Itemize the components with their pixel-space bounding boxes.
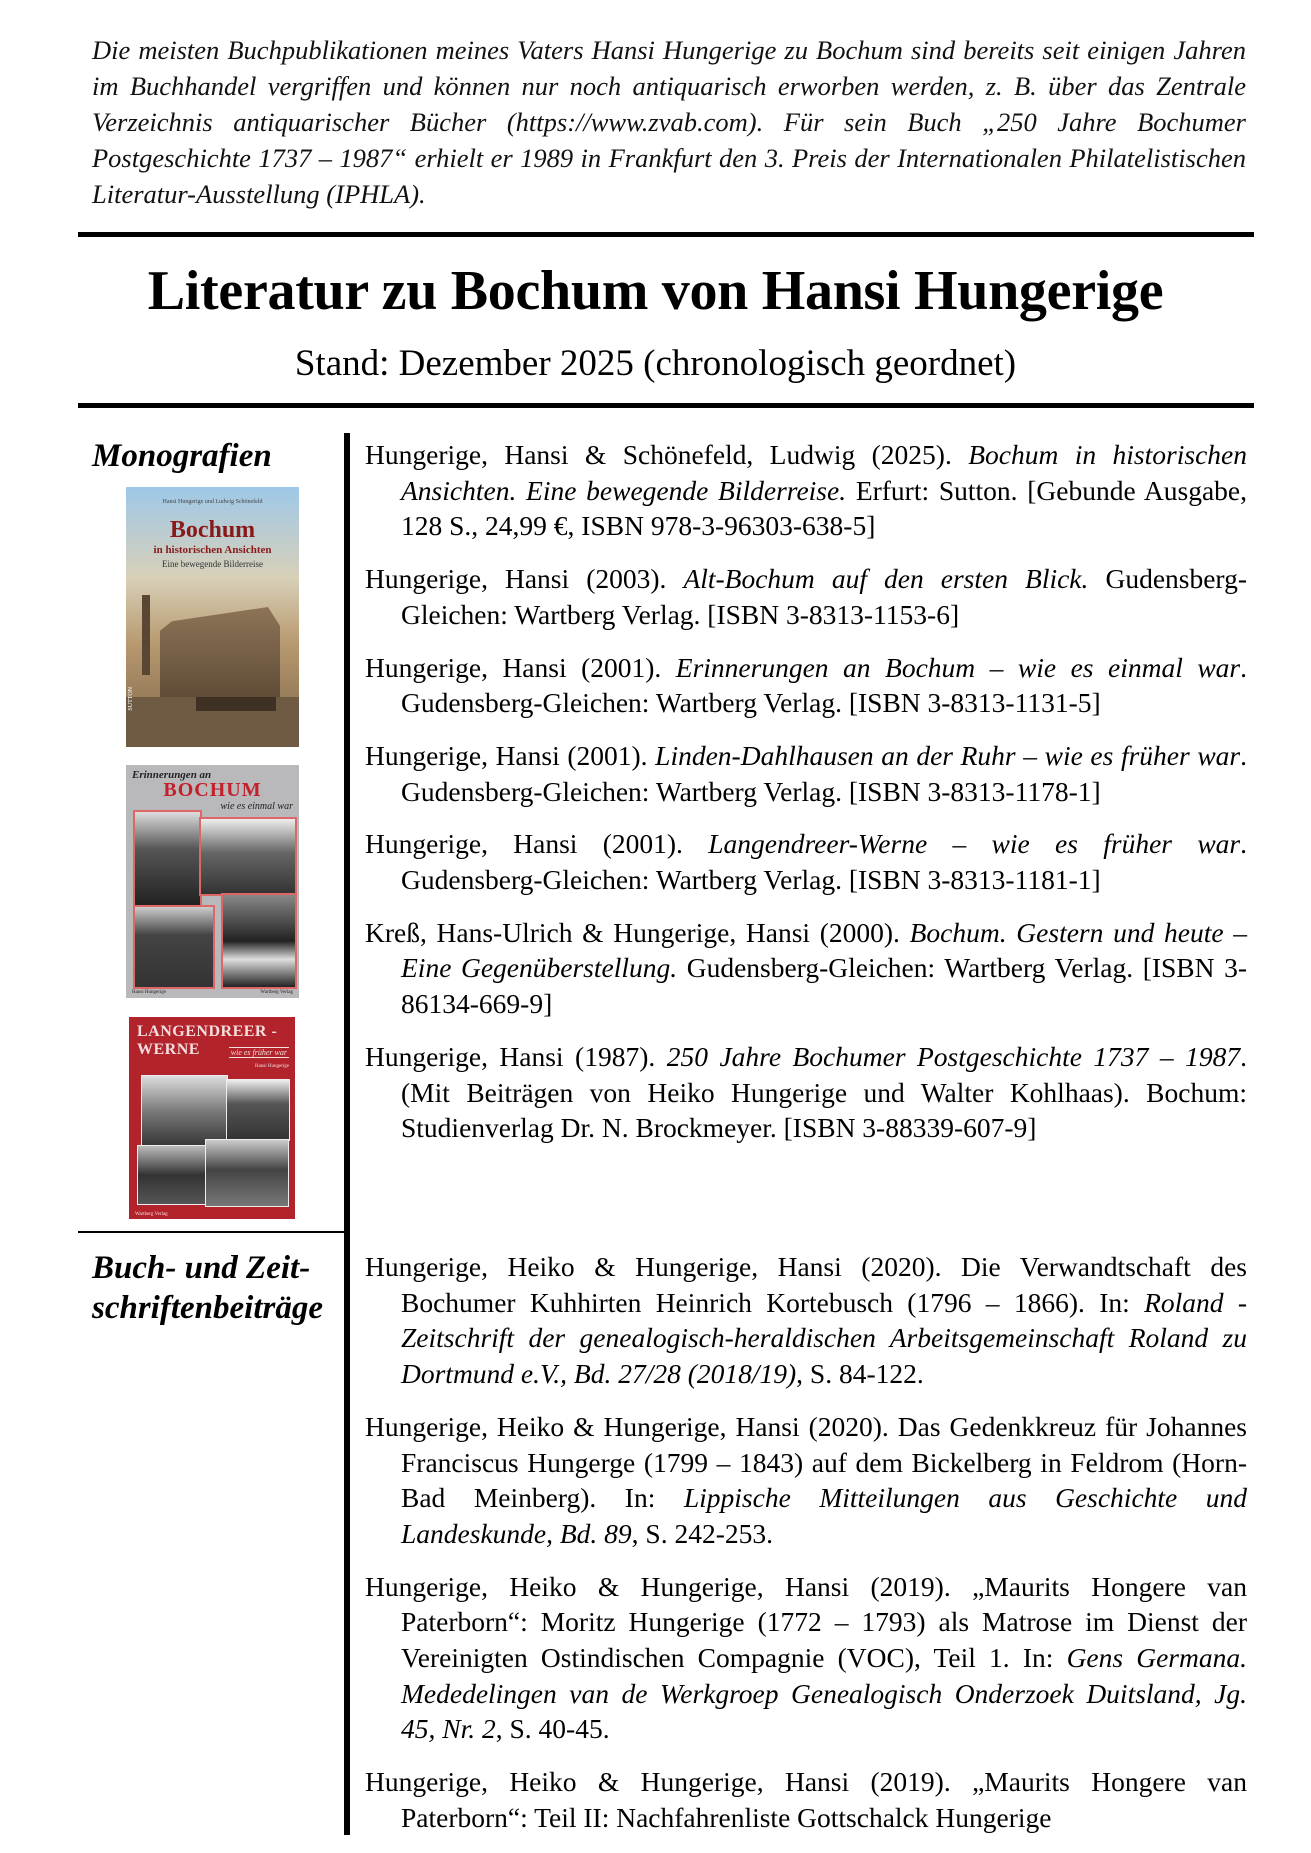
- entry-authors: Hungerige, Hansi (1987).: [365, 1040, 667, 1072]
- cover-photo: [133, 810, 202, 907]
- entry-pages: , S. 84-122.: [796, 1358, 924, 1390]
- entry-details: . Gudensberg-Gleichen: Wartberg Verlag. [ISBN 3-8313-1131-5]: [401, 651, 1248, 719]
- cover-subtitle: wie es früher war: [230, 1048, 287, 1057]
- entry-pages: , S. 242-253.: [631, 1517, 773, 1549]
- bibliography-entry: [365, 1409, 1247, 1552]
- cover-photo: [226, 1079, 290, 1141]
- cover-authors: Hansi Hungerige und Ludwig Schönefeld: [162, 499, 263, 505]
- entry-pages: , S. 40-45.: [495, 1713, 610, 1745]
- entry-details: Gudensberg-Gleichen: Wartberg Verlag. [ISBN 3-86134-669-9]: [401, 952, 1248, 1020]
- entry-authors: Kreß, Hans-Ulrich & Hungerige, Hansi (2000).: [365, 916, 910, 948]
- cover-photo: [137, 1145, 207, 1205]
- bibliography-entry: [365, 437, 1247, 544]
- cover-title: BOCHUM: [163, 779, 262, 801]
- bibliography-entry: [365, 561, 1247, 632]
- section-divider: [78, 1231, 344, 1233]
- bibliography-entry: [365, 1039, 1247, 1146]
- cover-subtitle: in historischen Ansichten: [153, 544, 272, 556]
- church-tower-image: [142, 595, 150, 675]
- entry-authors: Hungerige, Hansi (2001).: [365, 739, 656, 771]
- top-rule: [78, 232, 1254, 237]
- cover-publisher: Wartberg Verlag: [135, 1212, 168, 1217]
- cover-photo: [205, 1139, 289, 1207]
- entry-authors: Hungerige, Hansi (2001).: [365, 828, 709, 860]
- cover-subtitle: wie es einmal war: [220, 801, 293, 812]
- book-cover-erinnerungen-an-bochum[interactable]: [126, 765, 299, 998]
- cover-publisher: SUTTON: [128, 687, 134, 711]
- entry-authors-title: Hungerige, Heiko & Hungerige, Hansi (2019). „Maurits Hongere van Paterborn“: Moritz Hungerige (1772 – 1793) als Matrose im Dienst der Vereinigten Ostindischen Compagnie (VOC), Teil 1. In:: [365, 1570, 1247, 1674]
- entry-title: Alt-Bochum auf den ersten Blick.: [683, 563, 1089, 595]
- entry-authors: Hungerige, Hansi (2001).: [365, 651, 676, 683]
- column-divider: [344, 433, 350, 1835]
- entry-authors: Hungerige, Hansi & Schönefeld, Ludwig (2025).: [365, 439, 969, 470]
- bibliography-entry: [365, 915, 1247, 1022]
- entry-authors-title: Hungerige, Heiko & Hungerige, Hansi (2020). Die Verwandtschaft des Bochumer Kuhhirten Heinrich Kortebusch (1796 – 1866). In:: [365, 1251, 1247, 1318]
- entry-details: . Gudensberg-Gleichen: Wartberg Verlag. [ISBN 3-8313-1181-1]: [401, 828, 1247, 896]
- intro-paragraph: Die meisten Buchpublikationen meines Vaters Hansi Hungerige zu Bochum sind bereits seit einigen Jahren im Buchhandel vergriffen und können nur noch antiquarisch erworben werden, z. B. über das Zentrale Verzeichnis antiquarischer Bücher (https://www.zvab.com). Für sein Buch „250 Jahre Bochumer Postgeschichte 1737 – 1987“ erhielt er 1989 in Frankfurt den 3. Preis der Internationalen Philatelistischen Literatur-Ausstellung (IPHLA).: [92, 35, 1246, 209]
- entry-details: Erfurt: Sutton. [Gebunde Ausgabe, 128 S., 24,99 €, ISBN 978-3-96303-638-5]: [401, 474, 1247, 542]
- entry-source: Lippische Mitteilungen aus Geschichte und Landeskunde, Bd. 89: [401, 1482, 1248, 1549]
- entry-title: Bochum in historischen Ansichten. Eine bewegende Bilderreise.: [401, 439, 1247, 506]
- section-label-monografien: Monografien: [92, 438, 272, 474]
- bibliography-entry: [365, 1569, 1247, 1748]
- entry-details: . (Mit Beiträgen von Heiko Hungerige und Walter Kohlhaas). Bochum: Studienverlag Dr. N. Brockmeyer. [ISBN 3-88339-607-9]: [401, 1040, 1247, 1144]
- entry-authors-title: Hungerige, Heiko & Hungerige, Hansi (2019). „Maurits Hongere van Paterborn“: Teil II: Nachfahrenliste Gottschalck Hungerige: [365, 1766, 1247, 1833]
- tram-image: [196, 697, 276, 711]
- entry-details: . Gudensberg-Gleichen: Wartberg Verlag. [ISBN 3-8313-1178-1]: [401, 739, 1247, 807]
- cover-pretitle: Erinnerungen an: [132, 769, 212, 781]
- cover-publisher: Wartberg Verlag: [260, 990, 293, 995]
- entry-title: Bochum. Gestern und heute – Eine Gegenüberstellung.: [401, 916, 1247, 984]
- cover-author: Hansi Hungerige: [254, 1064, 289, 1069]
- cover-photo: [141, 1075, 228, 1149]
- bibliography-entry: [365, 738, 1247, 809]
- entry-title: Erinnerungen an Bochum – wie es einmal war: [675, 651, 1241, 683]
- entry-details: Gudensberg-Gleichen: Wartberg Verlag. [ISBN 3-8313-1153-6]: [401, 563, 1247, 630]
- entry-title: Linden-Dahlhausen an der Ruhr – wie es früher war: [655, 739, 1241, 771]
- bibliography-entry: [365, 650, 1247, 721]
- monografien-list: [365, 437, 1247, 1163]
- entry-source: Gens Germana. Mededelingen van de Werkgroep Genealogisch Onderzoek Duitsland, Jg. 45, Nr. 2: [401, 1642, 1247, 1745]
- entry-authors-title: Hungerige, Heiko & Hungerige, Hansi (2020). Das Gedenkkreuz für Johannes Franciscus Hungerge (1799 – 1843) auf dem Bickelberg in Feldrom (Horn-Bad Meinberg). In:: [365, 1410, 1247, 1514]
- entry-authors: Hungerige, Hansi (2003).: [365, 563, 684, 595]
- cover-tagline: Eine bewegende Bilderreise: [162, 559, 263, 569]
- section-label-beitraege: Buch- und Zeitschriftenbeiträge: [92, 1250, 323, 1326]
- book-cover-bochum-historische-ansichten[interactable]: [126, 487, 299, 747]
- cover-photo: [199, 817, 297, 896]
- bibliography-entry: [365, 826, 1247, 897]
- cover-photo: [133, 905, 215, 989]
- header-bottom-rule: [78, 403, 1254, 408]
- page-title: Literatur zu Bochum von Hansi Hungerige: [147, 260, 1164, 322]
- bibliography-entry: [365, 1764, 1247, 1835]
- entry-source: Roland - Zeitschrift der genealogisch-heraldischen Arbeitsgemeinschaft Roland zu Dortmund e.V., Bd. 27/28 (2018/19): [401, 1286, 1247, 1390]
- cover-author: Hansi Hungerige: [132, 990, 167, 995]
- building-image: [160, 607, 280, 702]
- entry-title: 250 Jahre Bochumer Postgeschichte 1737 – 1987: [666, 1040, 1241, 1072]
- bibliography-entry: [365, 1249, 1247, 1392]
- cover-title: Bochum: [169, 517, 256, 543]
- cover-photo: [221, 893, 297, 989]
- cover-title-line1: LANGENDREER -: [137, 1023, 278, 1040]
- entry-title: Langendreer-Werne – wie es früher war: [708, 828, 1241, 860]
- page-subtitle: Stand: Dezember 2025 (chronologisch geordnet): [294, 343, 1017, 384]
- cover-title-line2: WERNE: [137, 1041, 200, 1058]
- beitraege-list: [365, 1249, 1247, 1853]
- book-cover-langendreer-werne[interactable]: [129, 1017, 295, 1219]
